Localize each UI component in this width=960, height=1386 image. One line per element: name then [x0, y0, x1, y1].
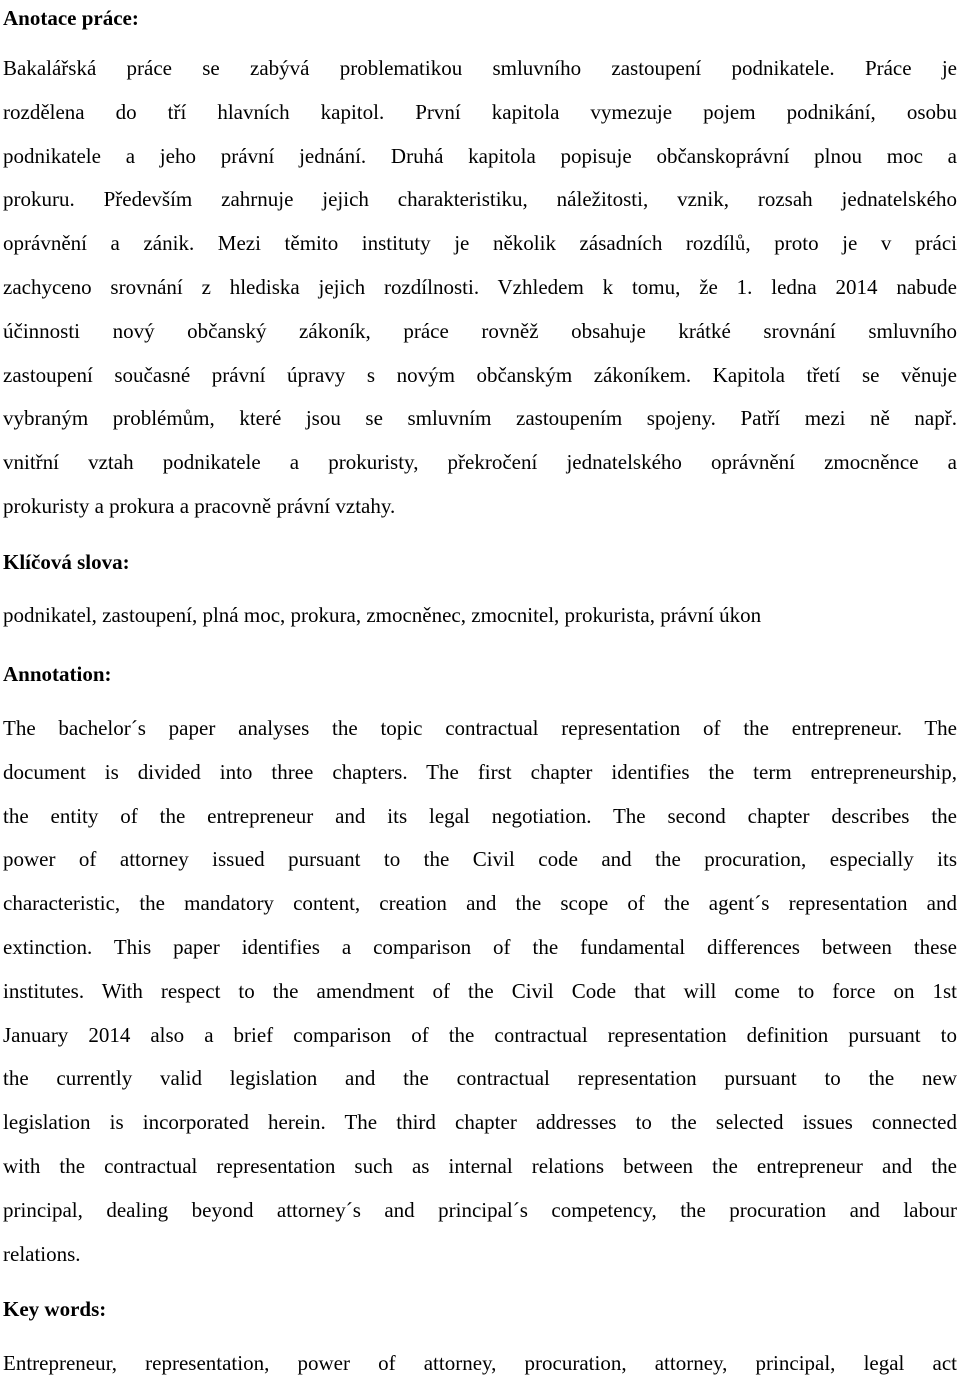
- en-keywords-paragraph: [3, 1342, 957, 1386]
- cz-keywords-paragraph: [3, 594, 957, 638]
- en-annotation-line: The bachelor´s paper analyses the topic contractual representation of the entrepreneur. The: [3, 716, 957, 740]
- cz-annotation-line: podnikatele a jeho právní jednání. Druhá kapitola popisuje občanskoprávní plnou moc a: [3, 143, 957, 168]
- cz-annotation-paragraph: [3, 47, 957, 529]
- en-keywords-heading: Key words:: [3, 1297, 107, 1321]
- cz-annotation-line: vybraným problémům, které jsou se smluvním zastoupením spojeny. Patří mezi ně např.: [3, 406, 957, 431]
- en-annotation-paragraph: [3, 707, 957, 1276]
- cz-annotation-line: zachyceno srovnání z hlediska jejich rozdílnosti. Vzhledem k tomu, že 1. ledna 2014 nabude: [3, 274, 957, 299]
- en-annotation-line: legislation is incorporated herein. The third chapter addresses to the selected issues connected: [3, 1110, 957, 1135]
- cz-annotation-line: Bakalářská práce se zabývá problematikou smluvního zastoupení podnikatele. Práce je: [3, 56, 957, 80]
- en-annotation-line: the currently valid legislation and the contractual representation pursuant to the new: [3, 1066, 957, 1091]
- en-annotation-line: relations.: [3, 1241, 81, 1266]
- en-annotation-line: with the contractual representation such as internal relations between the entrepreneur and the: [3, 1153, 957, 1178]
- cz-annotation-line: prokuru. Především zahrnuje jejich charakteristiku, náležitosti, vznik, rozsah jednatelského: [3, 187, 957, 212]
- en-annotation-line: document is divided into three chapters. The first chapter identifies the term entrepreneurship,: [3, 759, 957, 784]
- en-annotation-line: power of attorney issued pursuant to the Civil code and the procuration, especially its: [3, 847, 957, 872]
- en-annotation-line: principal, dealing beyond attorney´s and principal´s competency, the procuration and labour: [3, 1197, 957, 1222]
- cz-annotation-line: zastoupení současné právní úpravy s novým občanským zákoníkem. Kapitola třetí se věnuje: [3, 362, 957, 387]
- en-annotation-line: extinction. This paper identifies a comparison of the fundamental differences between these: [3, 934, 957, 959]
- cz-keywords-text: podnikatel, zastoupení, plná moc, prokura, zmocněnec, zmocnitel, prokurista, právní úkon: [3, 603, 762, 627]
- cz-annotation-heading: Anotace práce:: [3, 6, 139, 30]
- en-annotation-line: the entity of the entrepreneur and its legal negotiation. The second chapter describes the: [3, 803, 957, 828]
- cz-annotation-line: rozdělena do tří hlavních kapitol. První kapitola vymezuje pojem podnikání, osobu: [3, 99, 957, 124]
- en-annotation-heading: Annotation:: [3, 662, 112, 686]
- cz-annotation-line: prokuristy a prokura a pracovně právní vztahy.: [3, 493, 396, 518]
- en-annotation-line: characteristic, the mandatory content, creation and the scope of the agent´s representation and: [3, 891, 957, 916]
- en-keywords-text: Entrepreneur, representation, power of attorney, procuration, attorney, principal, legal act: [3, 1351, 957, 1375]
- en-annotation-line: January 2014 also a brief comparison of the contractual representation definition pursuant to: [3, 1022, 957, 1047]
- cz-keywords-heading: Klíčová slova:: [3, 550, 130, 574]
- en-annotation-line: institutes. With respect to the amendment of the Civil Code that will come to force on 1st: [3, 978, 957, 1003]
- cz-annotation-line: vnitřní vztah podnikatele a prokuristy, překročení jednatelského oprávnění zmocněnce a: [3, 450, 957, 475]
- cz-annotation-line: účinnosti nový občanský zákoník, práce rovněž obsahuje krátké srovnání smluvního: [3, 318, 957, 343]
- cz-annotation-line: oprávnění a zánik. Mezi těmito instituty je několik zásadních rozdílů, proto je v práci: [3, 231, 957, 256]
